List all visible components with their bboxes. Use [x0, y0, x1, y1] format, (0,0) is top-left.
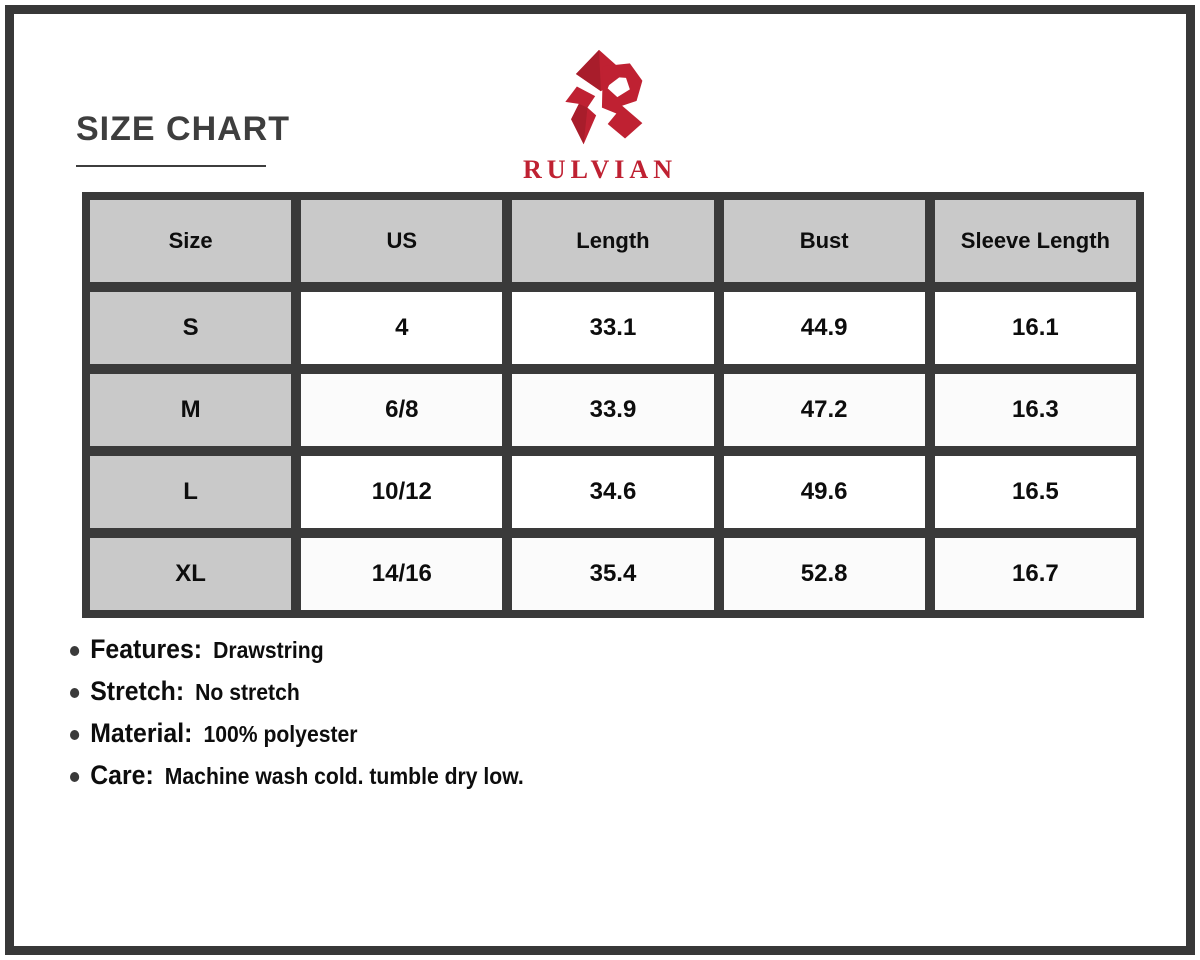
- cell-bust: 49.6: [719, 451, 930, 533]
- header-row: [85, 195, 1141, 287]
- bullet-icon: [70, 688, 79, 698]
- cell-size: M: [85, 369, 296, 451]
- cell-bust: 44.9: [719, 287, 930, 369]
- col-header-us: US: [296, 195, 507, 287]
- cell-sleeve-length: 16.5: [930, 451, 1141, 533]
- detail-value: 100% polyester: [203, 721, 358, 747]
- cell-bust: 52.8: [719, 533, 930, 615]
- detail-value: No stretch: [195, 679, 300, 705]
- table-row-s: [85, 287, 1141, 369]
- size-chart-table: [82, 192, 1144, 618]
- col-header-length: Length: [507, 195, 718, 287]
- table-row-m: [85, 369, 1141, 451]
- cell-us: 14/16: [296, 533, 507, 615]
- detail-stretch: [70, 676, 524, 707]
- bullet-icon: [70, 646, 79, 656]
- detail-material: [70, 718, 524, 749]
- col-header-sleeve-length: Sleeve Length: [930, 195, 1141, 287]
- cell-bust: 47.2: [719, 369, 930, 451]
- col-header-size: Size: [85, 195, 296, 287]
- detail-label: Material:: [90, 718, 193, 748]
- cell-length: 34.6: [507, 451, 718, 533]
- brand-name: RULVIAN: [523, 155, 677, 184]
- cell-size: L: [85, 451, 296, 533]
- size-chart-table-wrap: [82, 192, 1144, 618]
- cell-length: 33.9: [507, 369, 718, 451]
- detail-label: Care:: [90, 760, 154, 790]
- detail-features: [70, 634, 524, 665]
- detail-value: Machine wash cold. tumble dry low.: [164, 763, 524, 789]
- page-frame: [5, 5, 1195, 955]
- product-details-list: [70, 634, 524, 802]
- cell-length: 33.1: [507, 287, 718, 369]
- bullet-icon: [70, 772, 79, 782]
- detail-label: Stretch:: [90, 676, 185, 706]
- cell-us: 10/12: [296, 451, 507, 533]
- cell-sleeve-length: 16.7: [930, 533, 1141, 615]
- table-row-l: [85, 451, 1141, 533]
- col-header-bust: Bust: [719, 195, 930, 287]
- cell-sleeve-length: 16.1: [930, 287, 1141, 369]
- rulvian-r-monogram-icon: [547, 47, 653, 151]
- detail-value: Drawstring: [213, 637, 324, 663]
- cell-us: 6/8: [296, 369, 507, 451]
- table-row-xl: [85, 533, 1141, 615]
- cell-us: 4: [296, 287, 507, 369]
- cell-sleeve-length: 16.3: [930, 369, 1141, 451]
- cell-length: 35.4: [507, 533, 718, 615]
- bullet-icon: [70, 730, 79, 740]
- cell-size: XL: [85, 533, 296, 615]
- detail-label: Features:: [90, 634, 203, 664]
- detail-care: [70, 760, 524, 791]
- cell-size: S: [85, 287, 296, 369]
- brand-logo: [14, 47, 1186, 185]
- page-title: SIZE CHART: [76, 110, 290, 148]
